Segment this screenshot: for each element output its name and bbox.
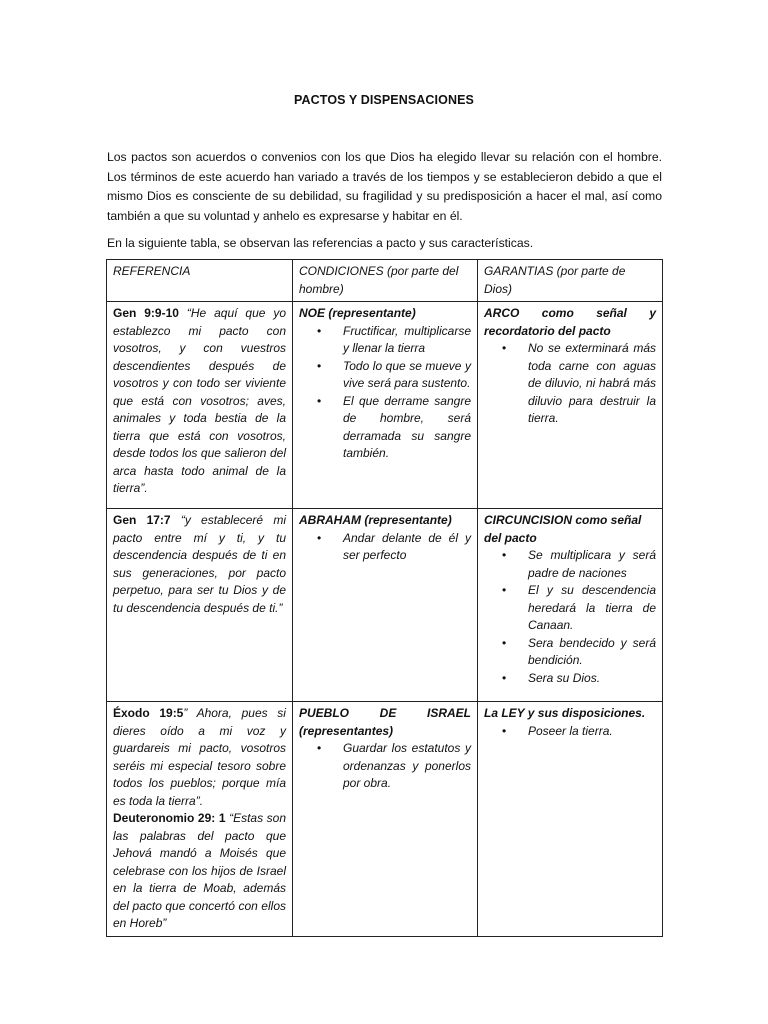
- conditions-title: NOE (representante): [299, 306, 416, 320]
- list-item: • Poseer la tierra.: [528, 723, 656, 741]
- verse-text: ” Ahora, pues si dieres oído a mi voz y guardareis mi pacto, vosotros seréis mi especial tesoro sobre todos los pueblos; porque mía es toda la tierra”.: [113, 706, 286, 808]
- pacts-table: [106, 259, 663, 937]
- conditions-title: ABRAHAM (representante): [299, 513, 452, 527]
- bullet-icon: •: [502, 670, 507, 685]
- conditions-cell: [293, 702, 478, 937]
- guarantees-title: La LEY y sus disposiciones.: [484, 706, 646, 720]
- intro-paragraph: Los pactos son acuerdos o convenios con los que Dios ha elegido llevar su relación con el hombre. Los términos de este acuerdo han variado a través de los tiempos y se establecieron debido a que el mismo Dios es consciente de su debilidad, su fragilidad y su predisposición a hacer el mal, así como también a que su voluntad y anhelo es expresarse y habitar en él.: [107, 150, 662, 223]
- guarantees-title: CIRCUNCISION como señal del pacto: [484, 513, 642, 545]
- list-item: • Se multiplicara y será padre de naciones: [502, 548, 656, 580]
- verse-reference: Gen 9:9-10: [113, 306, 179, 320]
- bullet-icon: •: [317, 530, 322, 545]
- conditions-title: PUEBLO DE ISRAEL (representantes): [299, 706, 471, 738]
- bullet-icon: •: [317, 358, 322, 373]
- guarantees-cell: [478, 702, 663, 937]
- verse-reference: Deuteronomio 29: 1: [113, 811, 226, 825]
- bullet-icon: •: [317, 323, 322, 338]
- table-intro: En la siguiente tabla, se observan las referencias a pacto y sus características.: [107, 236, 534, 250]
- bullet-icon: •: [502, 341, 507, 355]
- bullet-icon: •: [502, 635, 507, 650]
- list-item: • Todo lo que se mueve y vive será para sustento.: [317, 358, 471, 390]
- bullet-icon: •: [502, 548, 507, 562]
- reference-cell: [107, 302, 293, 509]
- list-item: • Guardar los estatutos y ordenanzas y ponerlos por obra.: [317, 741, 471, 790]
- header-condiciones: CONDICIONES (por parte del hombre): [293, 260, 478, 302]
- list-item: • Fructificar, multiplicarse y llenar la tierra: [317, 323, 471, 355]
- table-row: [107, 702, 663, 937]
- reference-cell: [107, 509, 293, 702]
- table-row: [107, 302, 663, 509]
- reference-cell: [107, 702, 293, 937]
- bullet-icon: •: [317, 741, 322, 755]
- list-item: • Sera bendecido y será bendición.: [502, 635, 656, 667]
- conditions-cell: [293, 509, 478, 702]
- verse-text: “y estableceré mi pacto entre mí y ti, y tu descendencia después de ti en sus generaciones, por pacto perpetuo, para ser tu Dios y de tu descendencia después de ti.”: [113, 513, 286, 615]
- guarantees-cell: [478, 302, 663, 509]
- list-item: • No se exterminará más toda carne con aguas de diluvio, ni habrá más diluvio para destruir la tierra.: [502, 341, 656, 425]
- bullet-icon: •: [317, 393, 322, 408]
- header-garantias: GARANTIAS (por parte de Dios): [478, 260, 663, 302]
- conditions-cell: [293, 302, 478, 509]
- bullet-icon: •: [502, 583, 507, 597]
- header-referencia: REFERENCIA: [107, 260, 293, 302]
- page-title: PACTOS Y DISPENSACIONES: [294, 93, 474, 107]
- list-item: • Sera su Dios.: [528, 670, 656, 688]
- guarantees-cell: [478, 509, 663, 702]
- list-item: • El y su descendencia heredará la tierra de Canaan.: [502, 583, 656, 632]
- verse-reference: Gen 17:7: [113, 513, 171, 527]
- guarantees-title: ARCO como señal y recordatorio del pacto: [484, 306, 656, 338]
- bullet-icon: •: [502, 723, 507, 738]
- verse-text: “He aquí que yo establezco mi pacto con vosotros, y con vuestros descendientes después de vosotros y con todo ser viviente que está con vosotros; aves, animales y toda bestia de la tierra que está con vosotros, desde todos los que salieron del arca hasta todo animal de la tierra”.: [113, 306, 287, 495]
- verse-text: “Estas son las palabras del pacto que Jehová mandó a Moisés que celebrase con los hijos de Israel en la tierra de Moab, además del pacto que concertó con ellos en Horeb”: [113, 811, 286, 930]
- table-row: [107, 509, 663, 702]
- table-header-row: [107, 260, 663, 302]
- list-item: • Andar delante de él y ser perfecto: [317, 530, 471, 562]
- verse-reference: Éxodo 19:5: [113, 706, 184, 720]
- list-item: • El que derrame sangre de hombre, será derramada su sangre también.: [317, 393, 471, 460]
